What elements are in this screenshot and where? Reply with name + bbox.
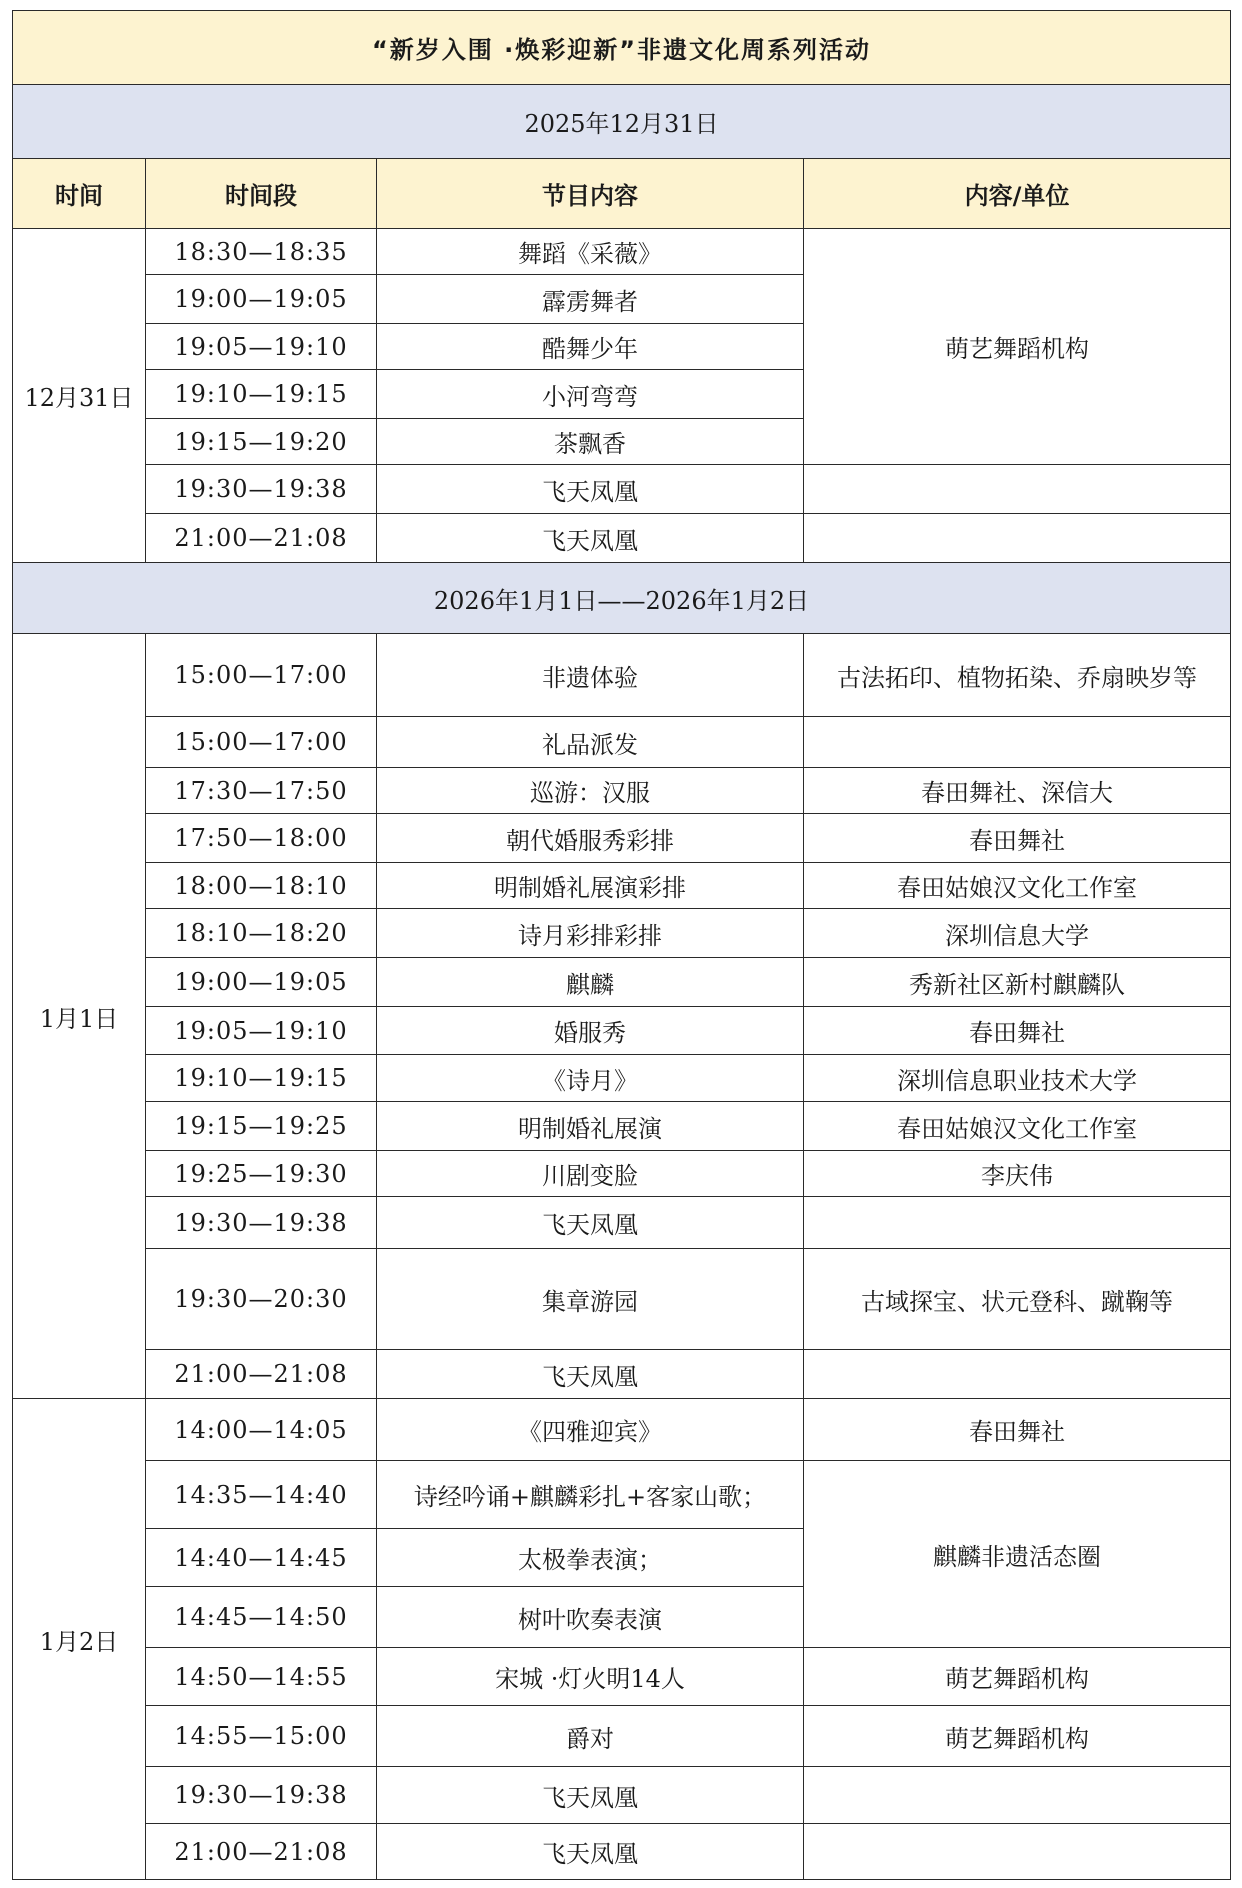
period-cell: 19:00—19:05: [146, 275, 377, 324]
unit-cell: 李庆伟: [804, 1151, 1231, 1197]
program-cell: 明制婚礼展演彩排: [377, 863, 804, 909]
period-cell: 19:15—19:20: [146, 419, 377, 465]
program-cell: 爵对: [377, 1706, 804, 1767]
unit-cell: 春田舞社、深信大: [804, 768, 1231, 814]
program-cell: 飞天凤凰: [377, 1197, 804, 1249]
date-band: 2025年12月31日: [13, 85, 1231, 159]
program-cell: 集章游园: [377, 1249, 804, 1350]
program-cell: 诗月彩排彩排: [377, 909, 804, 958]
program-cell: 茶飘香: [377, 419, 804, 465]
unit-cell: [804, 717, 1231, 768]
table-row: [13, 1249, 1231, 1350]
program-cell: 巡游：汉服: [377, 768, 804, 814]
table-row: [13, 1767, 1231, 1824]
program-cell: 树叶吹奏表演: [377, 1587, 804, 1648]
period-cell: 14:00—14:05: [146, 1399, 377, 1461]
program-cell: 酷舞少年: [377, 324, 804, 370]
date-band: 2026年1月1日——2026年1月2日: [13, 563, 1231, 634]
unit-cell: [804, 514, 1231, 563]
table-row: [13, 1007, 1231, 1055]
table-row: [13, 229, 1231, 275]
period-cell: 18:30—18:35: [146, 229, 377, 275]
title-row: [13, 11, 1231, 85]
period-cell: 19:10—19:15: [146, 370, 377, 419]
period-cell: 14:45—14:50: [146, 1587, 377, 1648]
period-cell: 19:10—19:15: [146, 1055, 377, 1102]
unit-cell: 古域探宝、状元登科、蹴鞠等: [804, 1249, 1231, 1350]
table-row: [13, 1399, 1231, 1461]
table-row: [13, 1706, 1231, 1767]
unit-cell: 春田舞社: [804, 1399, 1231, 1461]
period-cell: 17:50—18:00: [146, 814, 377, 863]
program-cell: 飞天凤凰: [377, 465, 804, 514]
schedule-body: [13, 11, 1231, 1880]
unit-cell: 深圳信息职业技术大学: [804, 1055, 1231, 1102]
unit-cell: [804, 1197, 1231, 1249]
program-cell: 非遗体验: [377, 634, 804, 717]
program-cell: 舞蹈《采薇》: [377, 229, 804, 275]
program-cell: 麒麟: [377, 958, 804, 1007]
period-cell: 14:40—14:45: [146, 1529, 377, 1587]
date-band-row: [13, 85, 1231, 159]
table-row: [13, 514, 1231, 563]
program-cell: 飞天凤凰: [377, 514, 804, 563]
table-row: [13, 1648, 1231, 1706]
header-program: 节目内容: [377, 159, 804, 229]
period-cell: 19:00—19:05: [146, 958, 377, 1007]
program-cell: 朝代婚服秀彩排: [377, 814, 804, 863]
program-cell: 诗经吟诵+麒麟彩扎+客家山歌；: [377, 1461, 804, 1529]
unit-cell: 麒麟非遗活态圈: [804, 1461, 1231, 1648]
table-row: [13, 1461, 1231, 1529]
period-cell: 21:00—21:08: [146, 1350, 377, 1399]
header-unit: 内容/单位: [804, 159, 1231, 229]
unit-cell: 深圳信息大学: [804, 909, 1231, 958]
period-cell: 19:15—19:25: [146, 1102, 377, 1151]
program-cell: 礼品派发: [377, 717, 804, 768]
period-cell: 21:00—21:08: [146, 514, 377, 563]
period-cell: 19:30—19:38: [146, 1767, 377, 1824]
date-band-row: [13, 563, 1231, 634]
table-row: [13, 1350, 1231, 1399]
unit-cell: 春田姑娘汉文化工作室: [804, 1102, 1231, 1151]
period-cell: 19:05—19:10: [146, 1007, 377, 1055]
period-cell: 19:30—19:38: [146, 1197, 377, 1249]
program-cell: 《诗月》: [377, 1055, 804, 1102]
table-row: [13, 1824, 1231, 1880]
unit-cell: 春田舞社: [804, 1007, 1231, 1055]
header-row: [13, 159, 1231, 229]
program-cell: 明制婚礼展演: [377, 1102, 804, 1151]
period-cell: 19:30—19:38: [146, 465, 377, 514]
unit-cell: 萌艺舞蹈机构: [804, 1706, 1231, 1767]
period-cell: 15:00—17:00: [146, 717, 377, 768]
table-row: [13, 1151, 1231, 1197]
period-cell: 19:25—19:30: [146, 1151, 377, 1197]
header-time: 时间: [13, 159, 146, 229]
program-cell: 太极拳表演；: [377, 1529, 804, 1587]
program-cell: 小河弯弯: [377, 370, 804, 419]
unit-cell: [804, 1824, 1231, 1880]
unit-cell: 春田姑娘汉文化工作室: [804, 863, 1231, 909]
unit-cell: 萌艺舞蹈机构: [804, 1648, 1231, 1706]
period-cell: 18:10—18:20: [146, 909, 377, 958]
unit-cell: 秀新社区新村麒麟队: [804, 958, 1231, 1007]
unit-cell: 萌艺舞蹈机构: [804, 229, 1231, 465]
program-cell: 婚服秀: [377, 1007, 804, 1055]
table-row: [13, 958, 1231, 1007]
program-cell: 飞天凤凰: [377, 1350, 804, 1399]
program-cell: 霹雳舞者: [377, 275, 804, 324]
table-row: [13, 768, 1231, 814]
period-cell: 21:00—21:08: [146, 1824, 377, 1880]
day-cell: 1月2日: [13, 1399, 146, 1880]
period-cell: 15:00—17:00: [146, 634, 377, 717]
table-row: [13, 1197, 1231, 1249]
period-cell: 18:00—18:10: [146, 863, 377, 909]
unit-cell: [804, 1350, 1231, 1399]
page-title: “新岁入围 ·焕彩迎新”非遗文化周系列活动: [13, 11, 1231, 85]
table-row: [13, 717, 1231, 768]
day-cell: 12月31日: [13, 229, 146, 563]
period-cell: 19:05—19:10: [146, 324, 377, 370]
program-cell: 飞天凤凰: [377, 1767, 804, 1824]
period-cell: 14:55—15:00: [146, 1706, 377, 1767]
program-cell: 《四雅迎宾》: [377, 1399, 804, 1461]
unit-cell: 古法拓印、植物拓染、乔扇映岁等: [804, 634, 1231, 717]
unit-cell: 春田舞社: [804, 814, 1231, 863]
period-cell: 14:50—14:55: [146, 1648, 377, 1706]
period-cell: 19:30—20:30: [146, 1249, 377, 1350]
table-row: [13, 634, 1231, 717]
header-period: 时间段: [146, 159, 377, 229]
unit-cell: [804, 1767, 1231, 1824]
day-cell: 1月1日: [13, 634, 146, 1399]
table-row: [13, 465, 1231, 514]
program-cell: 川剧变脸: [377, 1151, 804, 1197]
table-row: [13, 909, 1231, 958]
schedule-table: [12, 10, 1231, 1880]
program-cell: 飞天凤凰: [377, 1824, 804, 1880]
period-cell: 17:30—17:50: [146, 768, 377, 814]
table-row: [13, 814, 1231, 863]
program-cell: 宋城 ·灯火明14人: [377, 1648, 804, 1706]
table-row: [13, 863, 1231, 909]
table-row: [13, 1102, 1231, 1151]
table-row: [13, 1055, 1231, 1102]
unit-cell: [804, 465, 1231, 514]
period-cell: 14:35—14:40: [146, 1461, 377, 1529]
